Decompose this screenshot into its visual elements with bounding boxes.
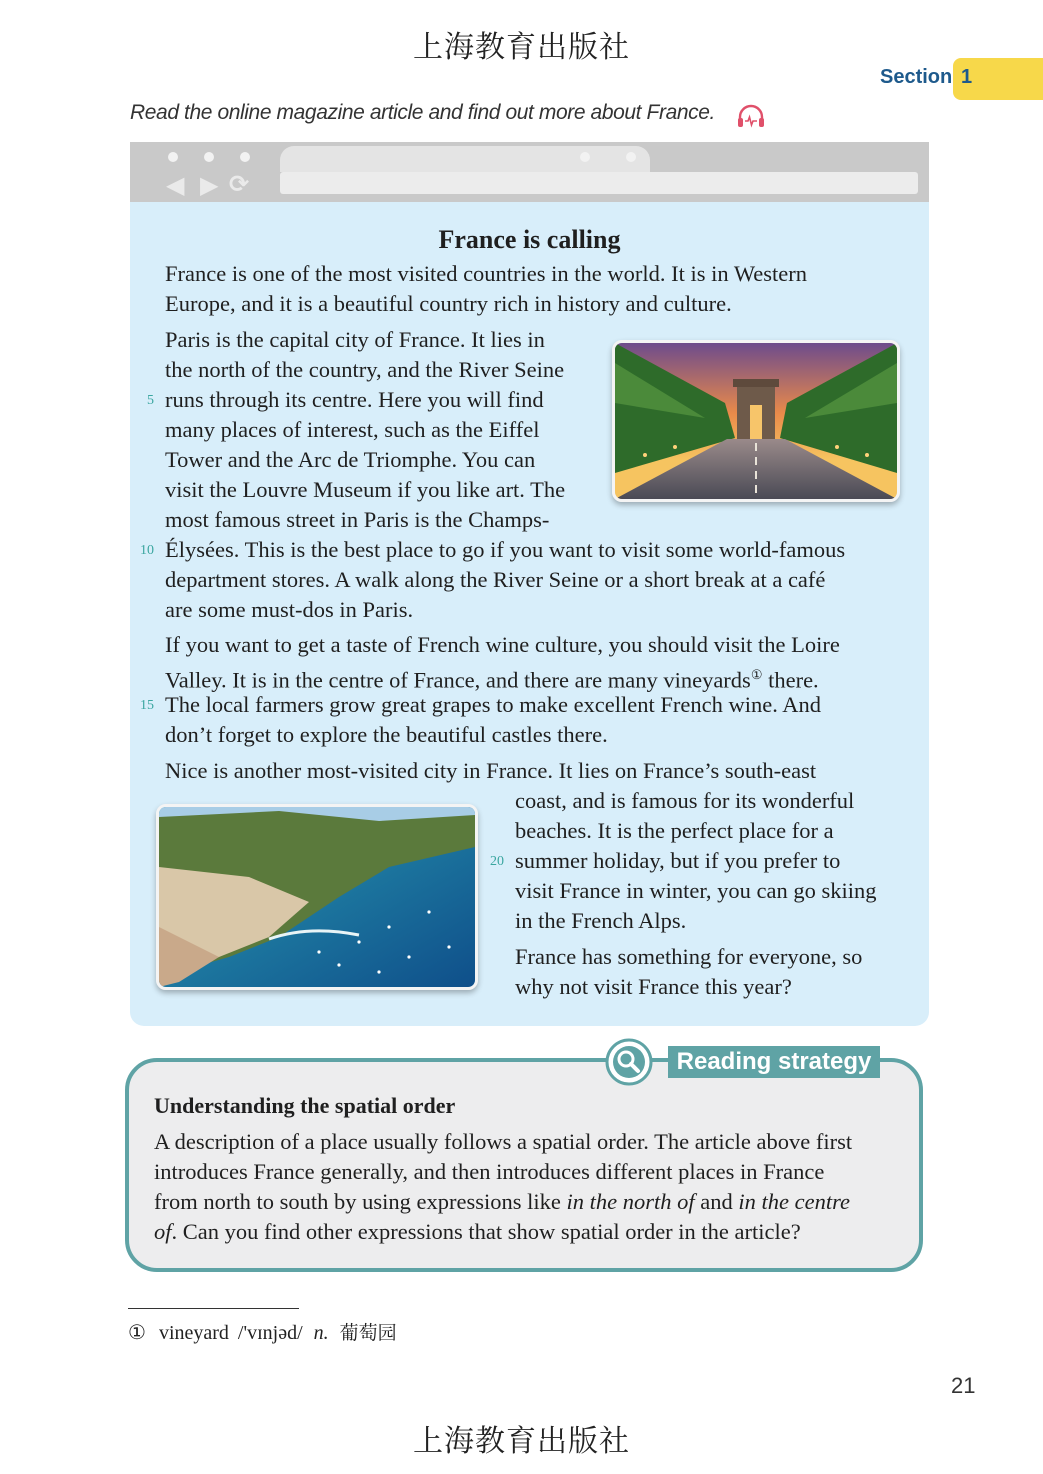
article-line: Élysées. This is the best place to go if you want to visit some world-famous: [165, 537, 846, 562]
back-arrow-icon[interactable]: ◀: [166, 171, 185, 199]
section-label: Section: [880, 66, 953, 88]
article-line: beaches. It is the perfect place for a: [515, 818, 834, 843]
article-line: most famous street in Paris is the Champs-: [165, 507, 550, 532]
section-number: 1: [961, 66, 973, 88]
strategy-example: of: [154, 1219, 172, 1244]
footnote-meaning: 葡萄园: [339, 1322, 397, 1344]
strategy-line: [154, 1217, 801, 1247]
strategy-text: from north to south by using expressions like: [154, 1189, 567, 1214]
article-line: summer holiday, but if you prefer to: [515, 848, 841, 873]
strategy-line: [154, 1187, 850, 1217]
publisher-header: 上海教育出版社: [413, 30, 630, 65]
strategy-text: and: [694, 1189, 739, 1214]
strategy-heading: Understanding the spatial order: [154, 1093, 456, 1118]
article-line: are some must-dos in Paris.: [165, 597, 414, 622]
article-line: The local farmers grow great grapes to make excellent French wine. And: [165, 692, 821, 717]
reading-strategy-icon: [605, 1038, 653, 1086]
url-bar[interactable]: [280, 172, 918, 194]
strategy-example: in the north of: [566, 1189, 695, 1214]
article-line: Tower and the Arc de Triomphe. You can: [165, 447, 536, 472]
footnote-mark: ①: [128, 1322, 146, 1344]
line-number: 15: [140, 698, 154, 713]
headphones-icon[interactable]: [736, 103, 766, 129]
article-line: why not visit France this year?: [515, 974, 792, 999]
article-line: France is one of the most visited countries in the world. It is in Western: [165, 261, 808, 286]
footnote-pos: n.: [313, 1322, 329, 1344]
footnote: [128, 1318, 397, 1345]
line-number: 10: [140, 543, 154, 558]
strategy-text: . Can you find other expressions that show spatial order in the article?: [171, 1219, 801, 1244]
article-line: Europe, and it is a beautiful country rich in history and culture.: [165, 291, 732, 316]
article-line: department stores. A walk along the River Seine or a short break at a café: [165, 567, 826, 592]
strategy-line: introduces France generally, and then introduces different places in France: [154, 1159, 825, 1184]
nice-coast-photo: [156, 804, 478, 990]
article-browser: [130, 142, 929, 1026]
tab-dot: [626, 152, 636, 162]
line-number: 5: [147, 393, 154, 408]
article-title: France is calling: [438, 225, 621, 254]
page-number: 21: [951, 1373, 976, 1398]
footnote-marker[interactable]: ①: [750, 667, 763, 682]
article-line: If you want to get a taste of French wine culture, you should visit the Loire: [165, 632, 840, 657]
article-line: in the French Alps.: [515, 908, 687, 933]
forward-arrow-icon[interactable]: ▶: [200, 171, 219, 199]
article-line: runs through its centre. Here you will find: [165, 387, 544, 412]
article-line: France has something for everyone, so: [515, 944, 863, 969]
article-line: many places of interest, such as the Eiffel: [165, 417, 540, 442]
arc-de-triomphe-photo: [612, 340, 900, 502]
article-line: don’t forget to explore the beautiful castles there.: [165, 722, 608, 747]
article-text: Valley. It is in the centre of France, and there are many vineyards: [165, 667, 751, 693]
footnote-phonetic: /'vɪnjəd/: [237, 1322, 303, 1344]
article-line: coast, and is famous for its wonderful: [515, 788, 855, 813]
article-line: Nice is another most-visited city in France. It lies on France’s south-east: [165, 758, 817, 783]
footnote-word: vineyard: [158, 1322, 229, 1344]
article-line: visit the Louvre Museum if you like art. The: [165, 477, 566, 502]
reading-strategy-label: Reading strategy: [668, 1046, 880, 1078]
strategy-line: A description of a place usually follows a spatial order. The article above first: [154, 1129, 853, 1154]
footnote-divider: [128, 1308, 299, 1309]
instruction: Read the online magazine article and find out more about France.: [130, 101, 715, 124]
window-dot: [168, 152, 178, 162]
article-text: there.: [762, 667, 819, 693]
article-line: Paris is the capital city of France. It lies in: [165, 327, 545, 352]
window-dot: [204, 152, 214, 162]
strategy-example: in the centre: [738, 1189, 850, 1214]
publisher-footer: 上海教育出版社: [413, 1424, 630, 1459]
line-number: 20: [490, 854, 504, 869]
article-line: visit France in winter, you can go skiing: [515, 878, 877, 903]
refresh-icon[interactable]: ⟳: [229, 170, 250, 198]
window-dot: [240, 152, 250, 162]
article-line: the north of the country, and the River Seine: [165, 357, 565, 382]
tab-dot: [580, 152, 590, 162]
browser-tab[interactable]: [280, 146, 650, 172]
